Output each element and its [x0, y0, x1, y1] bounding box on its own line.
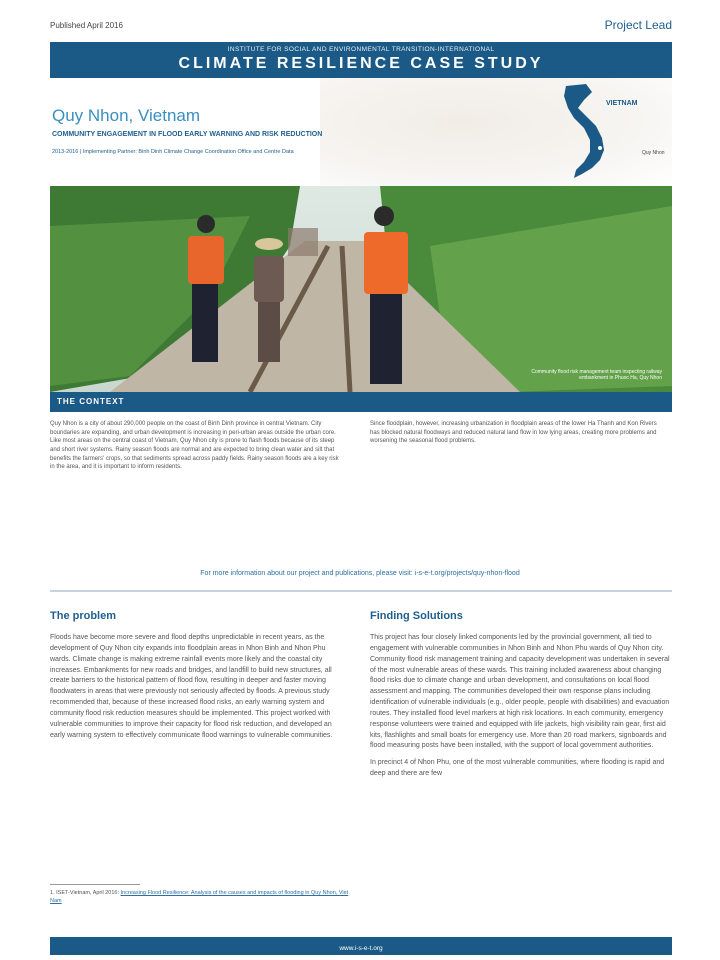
case-study-location: Quy Nhon, Vietnam	[52, 106, 201, 125]
implementing-partners: 2013-2016 | Implementing Partner: Binh Dinh Climate Change Coordination Office and Centre Data	[52, 149, 294, 155]
context-heading-bar	[50, 392, 672, 412]
project-lead-label: Project Lead	[604, 18, 672, 32]
website-url[interactable]: www.i-s-e-t.org	[339, 945, 383, 952]
hero-photo	[50, 186, 672, 392]
context-heading: THE CONTEXT	[57, 397, 125, 406]
solutions-body-continued: In precinct 4 of Nhon Phu, one of the most vulnerable communities, where flooding is rapid and deep and there are few	[370, 759, 665, 778]
vietnam-label: VIETNAM	[606, 100, 638, 107]
problem-heading: The problem	[50, 610, 117, 622]
walker-right	[364, 206, 408, 384]
footnote-text: ISET-Vietnam, April 2016:	[56, 890, 120, 896]
solutions-body: This project has four closely linked components led by the provincial government, all tied to engagement with vulnerable communities in Nhon Binh and Nhon Phu wards of Quy Nhon city. Community flood risk management training and capacity development was undertaken in several of the most vulnerable areas of these wards. This training included awareness about changing flood risks due to climate change and urban development, and consultations on local flood assessment and mapping. The communities developed their own response plans including identification of vulnerable individuals (e.g., older people, people with disabilities) and evacuation routes. They installed flood level markers at high risk locations. In each community, emergency response volunteers were trained and equipped with life jackets, high visibility rain gear, first aid kits, flashlights and small boats for emergency use. More than 20 road markers, signboards and flood measuring posts have been installed, with the support of local government authorities.	[370, 634, 670, 750]
problem-body: Floods have become more severe and flood depths unpredictable in recent years, as the development of Quy Nhon city expands into floodplain areas in Nhon Binh and Nhon Phu wards. Climate change is making extreme rainfall events more likely and the coastal city increases. Embankments for new roads and bridges, and landfill to build new structures, all create barriers to the historical pattern of flood flow, resulting in deeper and faster moving floodwaters in areas that were previously not seriously affected by floods. A previous study recommended that, because of these increased flood risks, an early warning system and community flood risk reduction measures should be implemented. This project worked with vulnerable communities to improve their capacity for flood risk reduction, and developed an early warning system to effectively communicate flood warnings to vulnerable communities.	[50, 634, 333, 739]
footnote-number: 1	[50, 890, 54, 896]
context-column-2: Since floodplain, however, increasing urbanization in floodplain areas of the lower Ha Thanh and Kon Rivers has blocked natural floodways and reduced natural land flow in low lying areas, creating more problems and worsening the seasonal flood problems.	[370, 421, 657, 445]
section-divider	[50, 590, 672, 592]
more-info-link[interactable]: For more information about our project and publications, please visit: i-s-e-t.org/projects/quy-nhon-flood	[200, 570, 520, 577]
context-column-1: Quy Nhon is a city of about 290,000 people on the coast of Binh Dinh province in central Vietnam. City boundaries are expanding, and urban development is increasing in peri-urban areas outside the urban core. Like most areas on the central coast of Vietnam, Quy Nhon city is prone to flash floods because of its steep and short river systems. Rainy season floods are normal and are expected to bring clean water and silt that benefits the farmers' crops, so that sediments spread across paddy fields. Rainy season floods are a key risk in the area, and it is important to inform residents.	[50, 421, 339, 471]
photo-caption: Community flood risk management team inspecting railway embankment in Phuoc Ha, Quy Nhon	[531, 368, 662, 382]
solutions-heading: Finding Solutions	[370, 610, 463, 622]
vietnam-map	[556, 82, 666, 182]
case-study-title: CLIMATE RESILIENCE CASE STUDY	[178, 55, 544, 72]
city-map-label: Quy Nhon	[642, 150, 665, 156]
footnote-rule	[50, 884, 140, 885]
footer-bar	[50, 937, 672, 955]
top-line	[50, 18, 672, 38]
solutions-body-container	[370, 633, 670, 780]
case-study-subtitle: COMMUNITY ENGAGEMENT IN FLOOD EARLY WARNING AND RISK REDUCTION	[52, 131, 323, 138]
footnote: 1. ISET-Vietnam, April 2016: Increasing Flood Resilience: Analysis of the causes and impacts of flooding in Quy Nhon, Viet Nam	[50, 890, 349, 904]
distant-figures	[288, 228, 318, 256]
railway-scene-illustration	[50, 186, 672, 392]
footnote-link[interactable]: Increasing Flood Resilience: Analysis of the causes and impacts of flooding in Quy Nhon, Viet Nam	[50, 890, 349, 904]
publication-date: Published April 2016	[50, 21, 123, 30]
header-banner	[50, 42, 672, 78]
walker-middle	[254, 238, 284, 362]
vietnam-country-shape	[564, 84, 604, 178]
quy-nhon-marker	[598, 146, 602, 150]
organization-name: INSTITUTE FOR SOCIAL AND ENVIRONMENTAL TRANSITION-INTERNATIONAL	[227, 46, 495, 53]
